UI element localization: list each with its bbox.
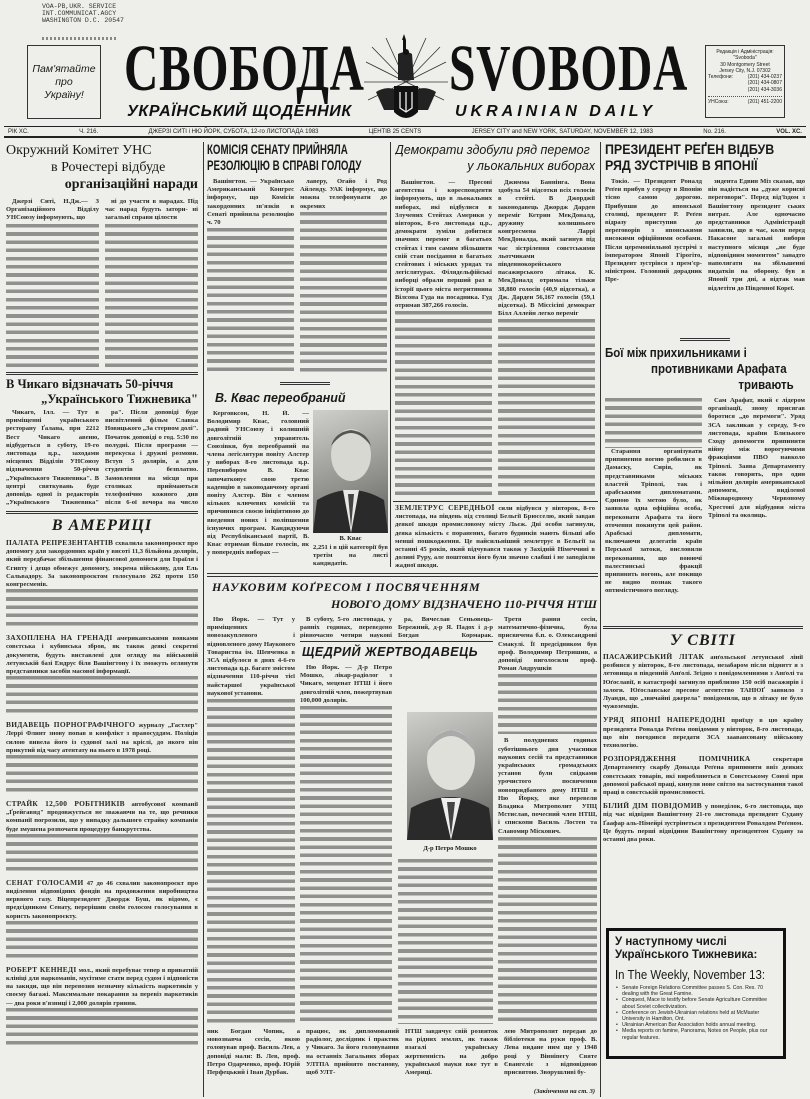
agency-stamp: VOA-PB,UKR. SERVICE INT.COMMUNICAT.AGCY WASHINGTON D.C. 20547	[42, 3, 124, 24]
section-heading: У СВІТІ	[670, 632, 736, 649]
headline-line: НОВОГО ДОМУ ВІДЗНАЧЕНО 110-РІЧЧЯ НТШ	[330, 597, 597, 611]
rule	[300, 641, 493, 642]
item-text: приїзду в цю країну президента Роналда Реґена повідомив у вівторок, 8-го листопада, що він погодився передати ЗСА заавансовану військову технологію.	[603, 717, 803, 750]
article-rochester	[6, 142, 198, 370]
headline-line: Окружний Комітет УНС	[6, 143, 152, 158]
article-text: Ню Йорк. — Тут у приміщеннях новозакупленого і відновленого дому Наукового Товариства ім. Шевченка в ЗСА відбулося в днях 4-6-го листопада ц.р. багате змістом відзначення 110-річчя тієї найстаршої української наукової установи.	[207, 616, 295, 697]
ntsh-column	[498, 616, 597, 1024]
headline-line: ПРЕЗИДЕНТ РЕҐЕН ВІДБУВ	[605, 142, 775, 157]
motto-box	[27, 45, 101, 119]
item-lead: БІЛИЙ ДІМ ПОВІДОМИВ	[603, 801, 703, 811]
headline-line: НАУКОВИМ КОҐРЕСОМ І ПОСВЯЧЕННЯМ	[212, 580, 481, 594]
subtitle-latin: UKRAINIAN DAILY	[455, 103, 657, 120]
item-text: мол., який перебуває тепер в приватній клініці для наркоманів, мусітиме стати перед судом і відповісти на закиди, що він перевозив незначну кількість наркотиків у своєму багажі. Максимальне покарання за перевіз наркотиків — два роки в'язниці і 2,000 долярів гривни.	[6, 966, 198, 1007]
ntsh-column	[300, 616, 392, 638]
continued-note: (Закінчення на ст. 3)	[533, 1088, 595, 1095]
ntsh-column	[398, 616, 493, 638]
masthead-title-cyrillic: СВОБОДА	[124, 32, 365, 105]
text-lines	[6, 1008, 198, 1048]
emblem-icon	[362, 32, 450, 128]
article-text: ра". Після доповіді буде висвітлений фільм Славка Новицького „За стерном долі". Початок доповіді о год. 5:30 по полудні. Після програми — перекуска і дружні розмови. Вступ 5 долярів, а для студентів безплатно. Замовлення на місця при столиках приймаються телефонічно кожного дня після 6-ої вечора на число	[105, 409, 198, 507]
news-item	[6, 634, 198, 716]
rule	[6, 372, 198, 375]
stamp-underline	[42, 37, 117, 40]
item-lead: ЗЕМЛЕТРУС СЕРЕДНЬОЇ	[395, 503, 495, 512]
headline-line: РЯД ЗУСТРІЧІВ В ЯПОНІЇ	[605, 158, 758, 173]
article-text: ні до участи в нарадах. Під час нарад будуть затори- ні загальні справи цілости	[105, 198, 198, 222]
item-text: анґольської летунської лінії розбився у вівторок, 8-го листопада, незабаром після піднятт я з летовища в південній Анґолі. Згідно з повідомленнями з Анґолі та Юґославії, в катастрофі загинуло приблизно 150 осіб пасажирів і залоги. Юґославське пресове агентство ТАНЮҐ заявило з Луанди, що „звичайні джерела" повідомили, що в літаку не було чужоземців.	[603, 654, 803, 711]
article-text: Ню Йорк. — Д-р Петро Мошко, лікар-радіолог з Чикаго, меценат НТШ і його довголітній член, пожертвував 100,000 долярів.	[300, 664, 392, 704]
photo-caption: Д-р Петро Мошко	[423, 845, 477, 852]
article-text: працює, як дипломований радіолог, дослідник і практик у Чикаго. За його головування на останніх Загальних зборах УЛТПА прийнято постанову, щоб УЛТ-	[306, 1028, 399, 1077]
item-lead: ПАЛАТА РЕПРЕЗЕНТАНТІВ	[6, 538, 114, 547]
rule	[603, 626, 803, 629]
uns-phone: (201) 451-2200	[747, 99, 782, 106]
article-arafat	[605, 345, 805, 622]
phone-number: (201) 434-0807	[747, 80, 782, 87]
item-text: американськими вояками совєтська і кубинська зброя, як також деякі секретні документи, будуть виставлені для огляду на військовій летунській базі Ендрус біля Вашінгтону і їх зможуть оглянути представники засобів масової інформації.	[6, 635, 198, 676]
text-lines	[6, 676, 198, 716]
article-text: Вашінгтон. — Пресові агентства і кореспонденти інформують, що в льокальних виборах, які відбулися в Злучених Стейтах Америки у вівторок, 8-го листопада ц.р., демократи зуміли добитися значних перемог в багатьох стейтах і тим самим збільшити свій стан посідання в багатьох стейтових і міських урядах та легіслятурах. Філядельфійські виборці обрали перший раз в історії цього міста негритянина Вілсона Гуда на посадника. Гуд отримав 387,266 голосів.	[395, 179, 492, 310]
rule	[393, 501, 598, 502]
item-lead: РОЗПОРЯДЖЕННЯ ПОМІЧНИКА	[603, 754, 751, 764]
text-lines	[6, 755, 198, 795]
column-rule	[600, 142, 601, 1097]
photo-caption: В. Квас	[339, 535, 362, 542]
headline-line: Демократи здобули ряд перемог	[395, 143, 590, 157]
news-item	[6, 721, 198, 795]
box-title: Українського Тижневика:	[615, 949, 758, 961]
section-america	[6, 517, 198, 1091]
portrait-icon	[407, 712, 493, 840]
text-lines	[6, 834, 198, 874]
headline: ЩЕДРИЙ ЖЕРТВОДАВЕЦЬ	[302, 645, 479, 659]
rule	[207, 573, 598, 577]
address-street: 30 Montgomery Street	[720, 61, 770, 68]
year-cyr: РІК XC.	[8, 128, 29, 135]
phone-number: (201) 434-0237	[747, 74, 782, 81]
article-text: Керговксон, Н. Й. — Володимир Квас, головний радний УНСоюзу і колишній довголітній управитель Союзівки, був переобраний на члена легіслятури повіту Алстер у виборах 8-го листопада ц.р. Перевибором В. Квас започатковує свою третю каденцію в законодавчому органі повіту Алстер. Він є членом кількох ключевих комісій та причинився своєю ініціятивою до введення нових і поліпшення існуючих програм. Кандидуючи від Республіканської партії, В. Квас отримав більше голосів, як у попередніх виборах —	[207, 410, 309, 557]
column-rule	[203, 142, 204, 582]
news-item	[6, 800, 198, 874]
issue-number-cyr: Ч. 216.	[79, 128, 99, 135]
article-text: ра, Вячеслав Сеньовець-Бережний, д-р Я. Падох і д-р Богдан Кормарак.	[398, 616, 493, 638]
article-text: Джимма Баннінга. Вона здобула 54 відсотки всіх голосів в стейті. В Джорджії законодавець Джордж Дарден переміг Кетрин МекДоналд, дружину колишнього конгресмена Ларрі МекДоналда, який загинув під час зістрілення совєтськими льотчиками південнокорейського пасажирського літака. К. МекДоналд отримала тільки 38,880 голосів (40,9 відсотка), а Дж. Дарден 56,167 голосів (59,1 відсотка). В Міссісіпі демократ Білл Аллейн легко переміг	[498, 179, 595, 318]
news-item	[603, 755, 803, 797]
motto-line: Україну!	[44, 88, 84, 101]
item-lead: СТРАЙК 12,500 РОБІТНИКІВ	[6, 799, 125, 809]
date-latin: JERSEY CITY and NEW YORK, SATURDAY, NOVEMBER 12, 1983	[471, 128, 653, 135]
article-text: Джерзі Ситі, Н.Дж.— З Організаційного Відділу УНСоюзу інформують, що	[6, 198, 99, 222]
article-text: В полудневих годинах суботішнього дня учасники наукових сесій та представники українських громадських установ були свідками урочистого посвячення новопридбаного дому НТШ в Ню Йорку, яке перевели Владика Митрополит УПЦ Мстислав, почесний член НТШ, і єпископи Василь Лостен та Славомир Міскович.	[498, 737, 597, 835]
news-item	[603, 716, 803, 750]
article-text: В суботу, 5-го листопада, у ранніх годинах, переведено рівночасно чотири наукові	[300, 616, 392, 638]
phones-label: Телефони:	[708, 74, 733, 81]
address-label: Редакція і Адміністрація:	[716, 49, 774, 55]
article-text: 2,251 і в цій категорії був третім на листі кандидатів.	[313, 544, 388, 568]
text-lines	[6, 921, 198, 961]
item-lead: ВИДАВЕЦЬ ПОРНОГРАФІЧНОГО	[6, 720, 136, 730]
article-text: ник Богдан Чопик, а мовознавча сесія, якою головував проф. Василь Лев, а доповіді мали: В. Лев, проф. Петро Одарченко, проф. Юрій Перфецький і Іван Дурбак.	[207, 1028, 300, 1077]
section-world	[603, 632, 803, 924]
box-item: • Senate Foreign Relations Committee passes S. Con. Res. 70 dealing with the Great Famine.	[615, 985, 777, 997]
rule	[680, 338, 730, 341]
headline-line: противниками Арафата	[651, 362, 787, 376]
article-chicago	[6, 377, 198, 508]
item-text: журналу „Гастлер" Леррі Флинт знову попав в конфлікт з правосуддям. Поліція силою вивела його із судової залі на кріслі, до якого він прикутий від часу атентату на нього в 1978 році.	[6, 722, 198, 754]
item-text: секретаря Департаменту скарбу Доналда Реґена припинити ввіз деяких совєтських товарів, які виробляються в Совєтському Союзі при допомозі рабської праці, кинули нове світло на застосування такої праці в совєтській промисловості.	[603, 756, 803, 797]
headline-line: КОМІСІЯ СЕНАТУ ПРИЙНЯЛА	[207, 142, 348, 157]
news-item	[6, 966, 198, 1048]
address-box	[705, 45, 785, 118]
box-item: • Conference on Jewish-Ukrainian relations held at McMaster University in Hamilton, Ont.	[615, 1010, 777, 1022]
item-text: схвалила законопроєкт про допомогу для закордонних країн у висоті 11,3 більйона долярів, який передбачає збільшення фінансової допомоги для Ізраїля і Єгипту і дещо обмежує допомогу, зокрема військову, для Ель Сальвадору. За законопроєктом голосувало 262 проти 150 конгресменів.	[6, 540, 198, 589]
box-item: • Conquest, Mace to testify before Senate Agriculture Committee about Soviet collectivization.	[615, 997, 777, 1009]
box-item: • Media reports on famine, Panorama, Notes on People, plus our regular features.	[615, 1028, 777, 1040]
portrait-icon	[313, 410, 388, 533]
date-cyr: ДЖЕРЗІ СИТІ і НЮ ЙОРК, СУБОТА, 12-го ЛИСТОПАДА 1983	[148, 128, 319, 135]
uns-label: УНСоюз:	[708, 99, 729, 106]
motto-line: про	[55, 75, 73, 88]
column-rule	[203, 580, 204, 1097]
masthead-title-latin: SVOBODA	[449, 32, 689, 105]
text-lines	[6, 589, 198, 629]
subtitle-cyrillic: УКРАЇНСЬКИЙ ЩОДЕННИК	[127, 103, 352, 120]
rule	[6, 511, 198, 514]
box-title: У наступному числі	[615, 936, 727, 948]
article-text: Сам Арафат, який є лідером організації, знову присягав боротися „до перемоги". Уряд ЗСА закликав у середу, 9-го листопада, країни Близького Сходу допомогти припинити війну між ворогуючими фракціями ПВО навколо Тріполі. Заява Департаменту також говорить, про один мільйон долярів американської допомоги, виділеної Міжнародному Червоному Хрестові для відбудови міста Тріполі та околиць.	[708, 397, 805, 519]
ntsh-column	[207, 616, 295, 1024]
article-earthquake	[395, 504, 595, 571]
volume: VOL. XC.	[776, 128, 802, 135]
headline-line: в Рочестері відбуде	[51, 160, 166, 175]
donor-column	[398, 858, 493, 1024]
item-lead: РОБЕРТ КЕННЕДІ	[6, 964, 77, 974]
photo-kvas	[313, 410, 388, 533]
article-text: лаверу, Огайо і Род Айленду. УАК інформує, що можна телефонувати до окремих	[300, 178, 387, 210]
item-lead: ПАСАЖИРСЬКИЙ ЛІТАК	[603, 652, 705, 661]
article-democrats	[395, 142, 595, 498]
headline-line: В Чикаго відзначать 50-річчя	[6, 377, 174, 391]
column-rule	[390, 142, 391, 567]
item-text: автобусової компанії „Ґрейгавнд" продовжується не зважаючи на те, що речники компанії погрозили, що у випадку дальшого страйку компанія буде змушена розпочати процедуру банкрутства.	[6, 801, 198, 833]
headline-line: організаційні наради	[64, 177, 198, 192]
box-item: • Ukrainian American Bar Association holds annual meeting.	[615, 1022, 777, 1028]
article-text: лею Митрополит передав до бібліотеки на руки проф. В. Лева видане ним ще у 1948 році у Вінніпегу Святе Євангеліє з відповідною присвятою. Зворушливі бу-	[504, 1028, 597, 1077]
article-senate	[207, 142, 387, 374]
headline-line: „Українського Тижневика"	[41, 392, 198, 406]
dateline-bar	[4, 126, 806, 138]
price: ЦЕНТІВ 25 CENTS	[368, 128, 422, 135]
headline-line: РЕЗОЛЮЦІЮ В СПРАВІ ГОЛОДУ	[207, 158, 362, 173]
item-text: у понеділок, 6-го листопада, що під час відвідин Вашінгтону 21-го листопада президент Судану Ґаафар аль-Німейрі зустрінеться з президентом Роналдом Реґеном. Це будуть перші відвідини Вашінгтону президентом Судану за останні два роки.	[603, 803, 803, 844]
headline-line: тривають	[738, 378, 794, 392]
news-item	[603, 802, 803, 844]
phone-number: (201) 434-3036	[747, 86, 782, 93]
issue-number-latin: No. 216.	[703, 128, 726, 135]
item-text: 47 до 46 схвалив законопроєкт про виділення відповідних фондів на продовження виробництва нервного газу. Віцепрезидент Джордж Буш, як відомо, є предсідником Сенату, перерішив своїм голосом голосування в користь законопроєкту.	[6, 879, 198, 920]
article-reagan	[605, 142, 805, 332]
ntsh-tail	[207, 1028, 597, 1077]
article-text: НТШ завдячує свій розвиток на рідних землях, як також взагалі українську жертвенність на добро української науки вже тут в Америці.	[405, 1028, 498, 1077]
address-name: "Svoboda"	[733, 55, 757, 62]
article-text: Токіо. — Президент Роналд Реґен прибув у середу в Японію тісно самою дорогою. Прибувши до японської столиці, президент Р. Реґен відразу приступив до переговорів з японськими високими офіційними особами. Після церемоніяльної зустрічі з імператором Японії Гірогіто, Президент зустрівся з прем'єр-міністром. Головний дорадник Пре-	[605, 178, 702, 284]
headline-line: у льокальних виборах	[467, 159, 595, 173]
article-text: Чикаго, Ілл. — Тут в приміщенні українського ресторану Ґалана, при 2212 Вест Чикаго авеню, відбудеться в суботу, 19-го листопада ц.р., заходами місцевих Відділів УНСоюзу відзначення 50-річчя „Українського Тижневика". В центрі святкувань буде доповідь одної із редакторів „Українського Тижневика"	[6, 409, 99, 507]
box-subtitle: In The Weekly, November 13:	[615, 967, 766, 982]
article-kvas	[207, 410, 309, 566]
headline: В. Квас переобраний	[215, 391, 346, 405]
article-text: Третя рання сесія, математично-фізична, була присвячена б.п. о. Олександрові Смакулі. Її предсідником був проф. Володимир Петришин, а доповіді виголосили проф. Роман Андрушків	[498, 616, 597, 673]
next-issue-box	[606, 928, 786, 1059]
news-item	[603, 653, 803, 711]
item-lead: СЕНАТ ГОЛОСАМИ	[6, 877, 84, 887]
address-city: Jersey City, N.J. 07302	[719, 67, 771, 74]
item-lead: УРЯД ЯПОНІЇ НАПЕРЕДОДНІ	[603, 715, 726, 725]
headline-line: Бої між прихильниками і	[605, 346, 747, 360]
photo-moshko	[407, 712, 493, 840]
article-text: Вашінгтон. — Українсько Американський Конгрес інформує, що Комісія закордонних зв'язків в Сенаті прийняла резолюцію ч. 70	[207, 178, 294, 227]
item-lead: ЗАХОПЛЕНА НА ГРЕНАДІ	[6, 633, 113, 643]
item-text: сили відбувся у вівторок, 8-го листопада, на південь від столиці Бельгії Брюсселю, який завдав деякої шкоди промисловому місту Льєж. Дві особи загинули, деяка кількість є поранених, багато будинків мають більші або менші пошкодження. Це найсильніший землетрус в Бельгії за останні 45 років, який відчувався також у Західній Німеччині в долині Руру, але поштовхи його були значно слабші і не заподіяли жадної шкоди.	[395, 505, 596, 570]
news-item	[6, 539, 198, 629]
article-text: Старання організувати припинення вогню робилися в Дамаску, Сирія, як представниками міських властей Тріполі, так і арабськими дипломатами. Єдиною їх метою було, як заявила одна офіційна особа, переконати Арафата та його оточення покинути цей район. Арабські дипломати, включаючи делегатів країн Перської затоки, висловили переконання, що воюючі палестинські фракції припинять вогонь, але покищо не видно познак такого оптимістичного погляду.	[605, 448, 702, 595]
section-heading: В АМЕРИЦІ	[51, 517, 153, 534]
article-text: зидента Едвин Міз сказав, що він надіється на „дуже корисні переговори". Перед від'їздом з Вашінгтону президент ських витрат. Але одночасно представники Адміністрації заявили, що в час, коли перед Накасоне загальні вибори наступного місяця „не буде відповідним моментом" занадто наполягати на збільшенні видатків на оборону. був в Японії три дні, а відтак мав відлетіти до Південної Кореї.	[708, 178, 805, 292]
news-item	[6, 879, 198, 961]
motto-line: Пам'ятайте	[32, 62, 96, 75]
donor-column	[300, 664, 392, 1024]
rule	[280, 382, 330, 385]
